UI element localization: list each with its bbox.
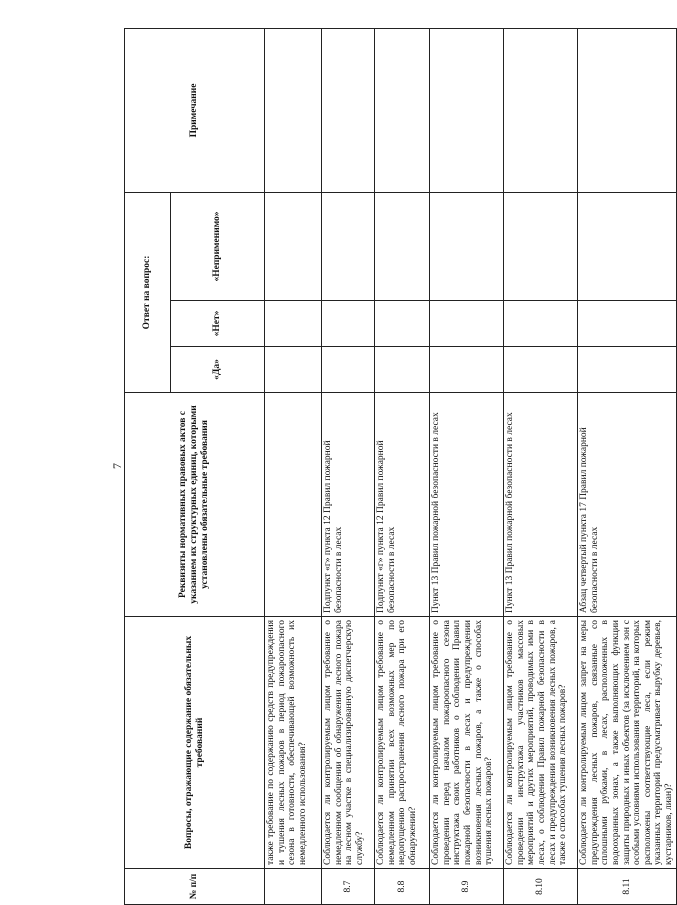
- row-requisites: [265, 393, 322, 617]
- row-number: 8.9: [430, 869, 504, 905]
- answer-no-cell[interactable]: [375, 301, 430, 347]
- row-question: Соблюдается ли контролируемым лицом требование о немедленном сообщении об обнаружении лесного пожара на лесном участке в специализированную диспетчерскую службу?: [322, 617, 375, 869]
- row-requisites: Абзац четвертый пункта 17 Правил пожарной безопасности в лесах: [578, 393, 677, 617]
- header-answer: Ответ на вопрос:: [125, 192, 171, 392]
- answer-yes-cell[interactable]: [265, 347, 322, 393]
- note-cell[interactable]: [504, 28, 578, 192]
- answer-no-cell[interactable]: [578, 301, 677, 347]
- header-yes: «Да»: [171, 347, 265, 393]
- header-row: [125, 28, 171, 904]
- row-question: Соблюдается ли контролируемым лицом требование о проведении инструктажа участников массовых мероприятий и других мероприятий, проводимых ими в лесах, о соблюдении Правил пожарной безопасности в лесах и предупреждении возникновения лесных пожаров, а также о способах тушения лесных пожаров?: [504, 617, 578, 869]
- answer-yes-cell[interactable]: [375, 347, 430, 393]
- answer-na-cell[interactable]: [375, 192, 430, 300]
- row-requisites: Подпункт «г» пункта 12 Правил пожарной безопасности в лесах: [375, 393, 430, 617]
- answer-yes-cell[interactable]: [322, 347, 375, 393]
- table-row: [375, 28, 430, 904]
- row-requisites: Пункт 13 Правил пожарной безопасности в лесах: [504, 393, 578, 617]
- row-requisites: Подпункт «г» пункта 12 Правил пожарной безопасности в лесах: [322, 393, 375, 617]
- row-question: также требование по содержанию средств предупреждения и тушения лесных пожаров в период пожароопасного сезона в готовности, обеспечивающей возможность их немедленного использования?: [265, 617, 322, 869]
- table-row: [504, 28, 578, 904]
- header-requisites: Реквизиты нормативных правовых актов с указанием их структурных единиц, которыми установлены обязательные требования: [125, 393, 265, 617]
- header-note: Примечание: [125, 28, 265, 192]
- note-cell[interactable]: [578, 28, 677, 192]
- header-num: № п/п: [125, 869, 265, 905]
- row-question: Соблюдается ли контролируемым лицом запрет на меры предупреждения лесных пожаров, связанные со сплошными рубками, в лесах, расположенных в водоохранных зонах, а также выполняющих функции защиты природных и иных объектов (за исключением зон с особыми условиями использования территорий, на которых расположены соответствующие леса, если режим указанных территорий предусматривает вырубку деревьев, кустарников, лиан)?: [578, 617, 677, 869]
- header-question: Вопросы, отражающие содержание обязательных требований: [125, 617, 265, 869]
- answer-no-cell[interactable]: [322, 301, 375, 347]
- note-cell[interactable]: [265, 28, 322, 192]
- header-no: «Нет»: [171, 301, 265, 347]
- row-requisites: Пункт 13 Правил пожарной безопасности в лесах: [430, 393, 504, 617]
- row-number: 8.11: [578, 869, 677, 905]
- table-row: [265, 28, 322, 904]
- row-number: 8.8: [375, 869, 430, 905]
- row-number: 8.7: [322, 869, 375, 905]
- table-row: [578, 28, 677, 904]
- table-row: [322, 28, 375, 904]
- answer-na-cell[interactable]: [430, 192, 504, 300]
- page-number: 7: [110, 463, 124, 469]
- answer-na-cell[interactable]: [504, 192, 578, 300]
- row-question: Соблюдается ли контролируемым лицом требование о проведении перед началом пожароопасного сезона инструктажа своих работников о соблюдении Правил пожарной безопасности в лесах и предупреждении возникновения лесных пожаров, а также о способах тушения лесных пожаров?: [430, 617, 504, 869]
- row-question: Соблюдается ли контролируемым лицом требование о немедленном принятии всех возможных мер по недопущению распространения лесного пожара при его обнаружении?: [375, 617, 430, 869]
- answer-no-cell[interactable]: [504, 301, 578, 347]
- answer-yes-cell[interactable]: [578, 347, 677, 393]
- table-row: [430, 28, 504, 904]
- row-number: [265, 869, 322, 905]
- note-cell[interactable]: [375, 28, 430, 192]
- checklist-table: [124, 28, 677, 905]
- answer-no-cell[interactable]: [430, 301, 504, 347]
- header-not-applicable: «Неприменимо»: [171, 192, 265, 300]
- note-cell[interactable]: [430, 28, 504, 192]
- document-page: [108, 29, 674, 905]
- row-number: 8.10: [504, 869, 578, 905]
- answer-na-cell[interactable]: [322, 192, 375, 300]
- answer-no-cell[interactable]: [265, 301, 322, 347]
- answer-yes-cell[interactable]: [430, 347, 504, 393]
- note-cell[interactable]: [322, 28, 375, 192]
- answer-yes-cell[interactable]: [504, 347, 578, 393]
- answer-na-cell[interactable]: [265, 192, 322, 300]
- answer-na-cell[interactable]: [578, 192, 677, 300]
